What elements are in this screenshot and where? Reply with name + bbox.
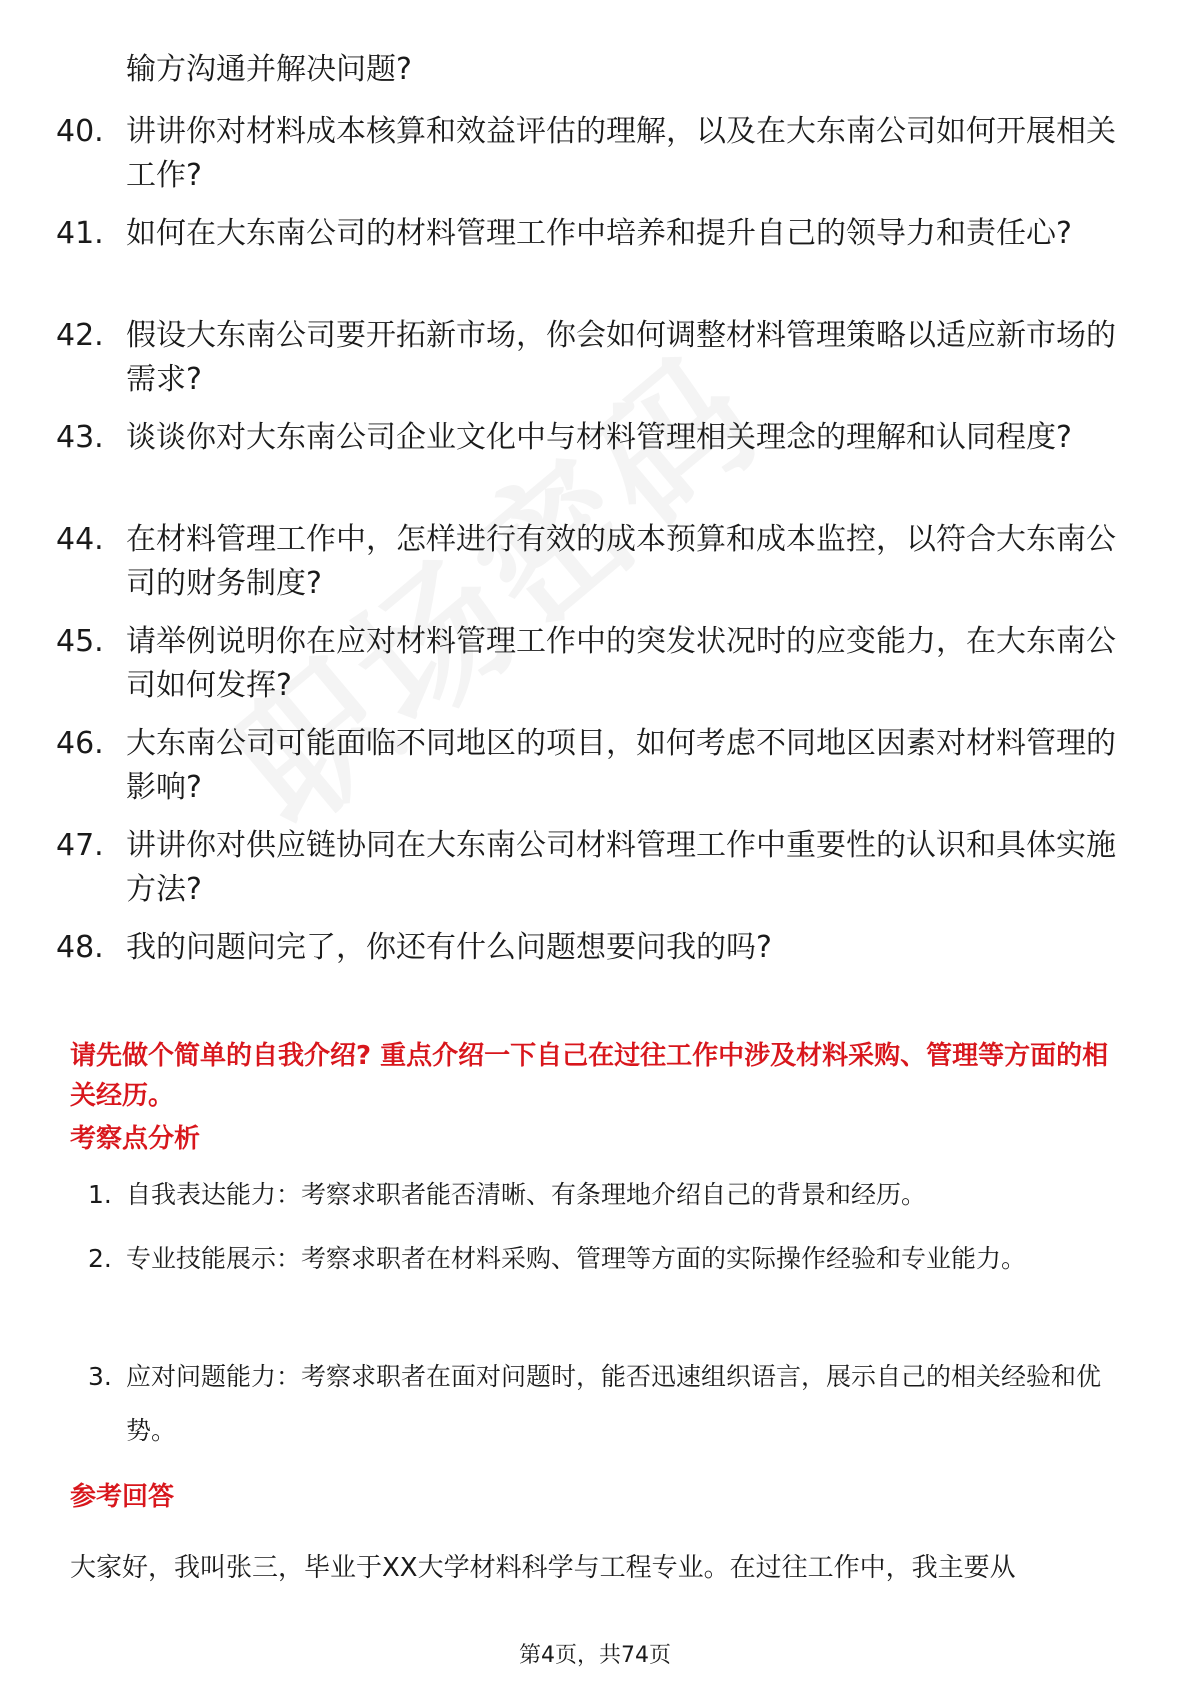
analysis-item (0, 1232, 1190, 1350)
question-item (0, 518, 1190, 620)
question-item (0, 926, 1190, 1006)
answer-paragraph: 大家好，我叫张三，毕业于XX大学材料科学与工程专业。在过往工作中，我主要从 (70, 1553, 1016, 1583)
answer-heading: 参考回答 (70, 1482, 175, 1512)
question-number: 47. (56, 828, 104, 863)
question-text: 在材料管理工作中，怎样进行有效的成本预算和成本监控，以符合大东南公司的财务制度? (126, 522, 1116, 601)
page-footer: 第4页，共74页 (519, 1643, 671, 1668)
question-item (0, 620, 1190, 722)
question-text: 我的问题问完了，你还有什么问题想要问我的吗? (126, 930, 772, 965)
question-item (0, 416, 1190, 518)
question-text: 请举例说明你在应对材料管理工作中的突发状况时的应变能力，在大东南公司如何发挥? (126, 624, 1116, 703)
question-text: 如何在大东南公司的材料管理工作中培养和提升自己的领导力和责任心? (126, 216, 1072, 251)
analysis-list (0, 1168, 1190, 1468)
question-number: 46. (56, 726, 104, 761)
analysis-text: 专业技能展示：考察求职者在材料采购、管理等方面的实际操作经验和专业能力。 (126, 1244, 1027, 1273)
question-text: 谈谈你对大东南公司企业文化中与材料管理相关理念的理解和认同程度? (126, 420, 1072, 455)
question-list (0, 110, 1190, 1006)
analysis-item (0, 1350, 1190, 1468)
question-number: 40. (56, 114, 104, 149)
question-text: 讲讲你对供应链协同在大东南公司材料管理工作中重要性的认识和具体实施方法? (126, 828, 1116, 907)
question-item (0, 110, 1190, 212)
question-item (0, 314, 1190, 416)
question-text: 讲讲你对材料成本核算和效益评估的理解，以及在大东南公司如何开展相关工作? (126, 114, 1116, 193)
analysis-number: 3. (88, 1362, 112, 1391)
analysis-heading: 考察点分析 (70, 1124, 201, 1154)
question-number: 44. (56, 522, 104, 557)
analysis-number: 1. (88, 1180, 112, 1209)
question-number: 42. (56, 318, 104, 353)
featured-question: 请先做个简单的自我介绍? 重点介绍一下自己在过往工作中涉及材料采购、管理等方面的相关经历。 (70, 1041, 1109, 1111)
question-text: 假设大东南公司要开拓新市场，你会如何调整材料管理策略以适应新市场的需求? (126, 318, 1116, 397)
analysis-text: 应对问题能力：考察求职者在面对问题时，能否迅速组织语言，展示自己的相关经验和优势。 (126, 1362, 1102, 1445)
analysis-item (0, 1168, 1190, 1232)
question-number: 48. (56, 930, 104, 965)
question-item (0, 722, 1190, 824)
question-item (0, 824, 1190, 926)
question-continuation: 输方沟通并解决问题? (126, 52, 412, 87)
analysis-text: 自我表达能力：考察求职者能否清晰、有条理地介绍自己的背景和经历。 (126, 1180, 927, 1209)
question-number: 43. (56, 420, 104, 455)
analysis-number: 2. (88, 1244, 112, 1273)
question-text: 大东南公司可能面临不同地区的项目，如何考虑不同地区因素对材料管理的影响? (126, 726, 1116, 805)
question-item (0, 212, 1190, 314)
question-number: 45. (56, 624, 104, 659)
question-number: 41. (56, 216, 104, 251)
